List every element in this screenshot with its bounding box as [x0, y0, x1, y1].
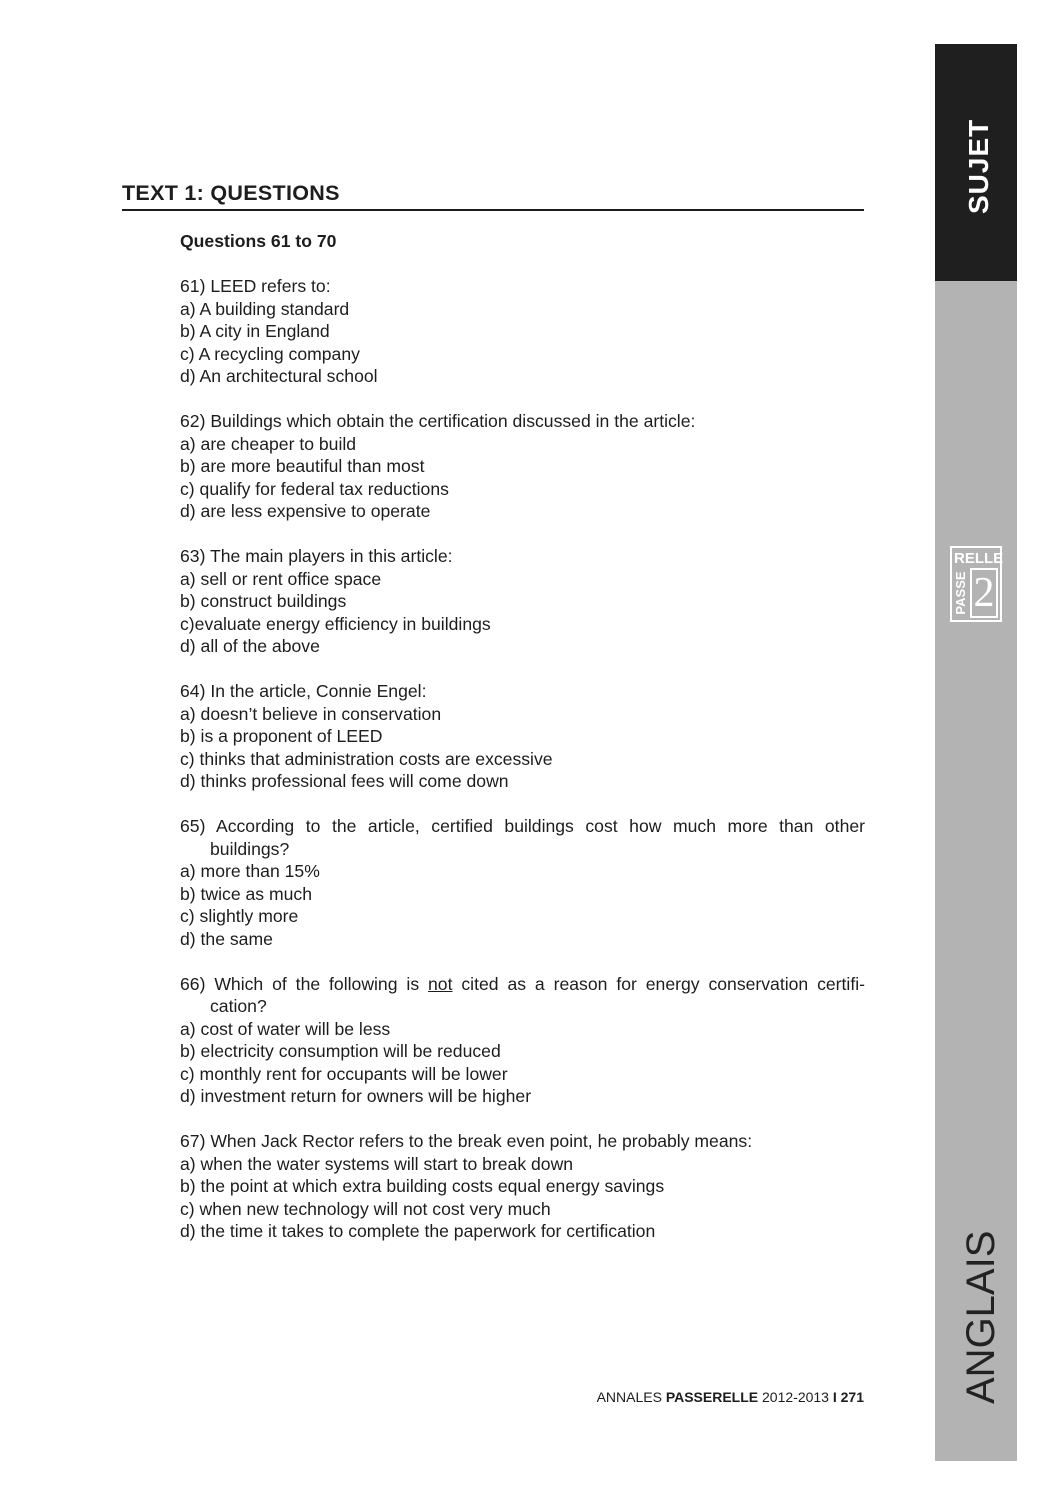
answer-option: d) are less expensive to operate [180, 501, 431, 521]
answer-option: c) monthly rent for occupants will be lower [180, 1063, 508, 1084]
question-stem: 62) Buildings which obtain the certification discussed in the article: [180, 411, 696, 431]
page-footer [597, 1389, 864, 1405]
question-stem: 67) When Jack Rector refers to the break even point, he probably means: [180, 1131, 753, 1151]
question-stem: 65) According to the article, certified buildings cost how much more than other buildings? [180, 816, 865, 859]
answer-option: d) thinks professional fees will come down [180, 771, 509, 791]
logo-number: 2 [970, 568, 998, 618]
question-stem: 64) In the article, Connie Engel: [180, 681, 427, 701]
answer-option: c) A recycling company [180, 343, 360, 364]
answer-option: c) slightly more [180, 906, 299, 926]
footer-separator: I [832, 1389, 837, 1405]
answer-option: a) doesn’t believe in conservation [180, 703, 442, 724]
page-heading: TEXT 1: QUESTIONS [122, 181, 864, 211]
sujet-label: SUJET [963, 118, 994, 214]
answer-option: a) are cheaper to build [180, 433, 357, 454]
question-63 [180, 545, 865, 658]
answer-option: a) cost of water will be less [180, 1018, 391, 1039]
question-stem [180, 973, 865, 1018]
answer-option: a) A building standard [180, 298, 350, 319]
answer-option: b) A city in England [180, 321, 330, 341]
answer-option: b) is a proponent of LEED [180, 726, 383, 746]
answer-option: b) electricity consumption will be reduced [180, 1041, 501, 1061]
footer-years: 2012-2013 [762, 1389, 829, 1405]
answer-option: c) thinks that administration costs are excessive [180, 748, 553, 769]
passerelle-logo [950, 546, 1002, 622]
question-61 [180, 275, 865, 388]
answer-option: d) the time it takes to complete the paperwork for certification [180, 1221, 656, 1241]
stem-text: 66) Which of the following is [180, 973, 429, 994]
stem-underlined-text: not [428, 973, 453, 994]
answer-option: a) more than 15% [180, 861, 320, 881]
answer-option: a) sell or rent office space [180, 568, 382, 589]
stem-text: cited as a reason for energy conservation certifi-cation? [210, 973, 865, 1016]
logo-side-text: PASSE [953, 571, 968, 615]
questions-block [180, 230, 865, 1265]
answer-option: b) twice as much [180, 883, 312, 904]
page-number: 271 [840, 1389, 864, 1405]
answer-option: d) the same [180, 928, 273, 949]
footer-brand: PASSERELLE [665, 1389, 759, 1405]
footer-prefix: ANNALES [596, 1389, 662, 1405]
logo-top-text: RELLE [954, 550, 1004, 567]
answer-option: c)evaluate energy efficiency in buildings [180, 613, 491, 634]
question-65 [180, 815, 865, 950]
answer-option: d) investment return for owners will be higher [180, 1086, 532, 1106]
answer-option: b) are more beautiful than most [180, 456, 425, 476]
questions-subheading: Questions 61 to 70 [180, 231, 337, 251]
question-67 [180, 1130, 865, 1243]
answer-option: c) qualify for federal tax reductions [180, 478, 449, 499]
question-64 [180, 680, 865, 793]
answer-option: b) the point at which extra building costs equal energy savings [180, 1176, 665, 1196]
answer-option: a) when the water systems will start to break down [180, 1153, 574, 1174]
answer-option: d) all of the above [180, 636, 320, 656]
answer-option: c) when new technology will not cost very much [180, 1198, 551, 1219]
anglais-label: ANGLAIS [959, 1230, 1003, 1404]
question-62 [180, 410, 865, 523]
question-stem: 63) The main players in this article: [180, 546, 453, 566]
answer-option: d) An architectural school [180, 366, 378, 386]
question-stem: 61) LEED refers to: [180, 276, 331, 296]
answer-option: b) construct buildings [180, 591, 347, 611]
question-66 [180, 973, 865, 1108]
